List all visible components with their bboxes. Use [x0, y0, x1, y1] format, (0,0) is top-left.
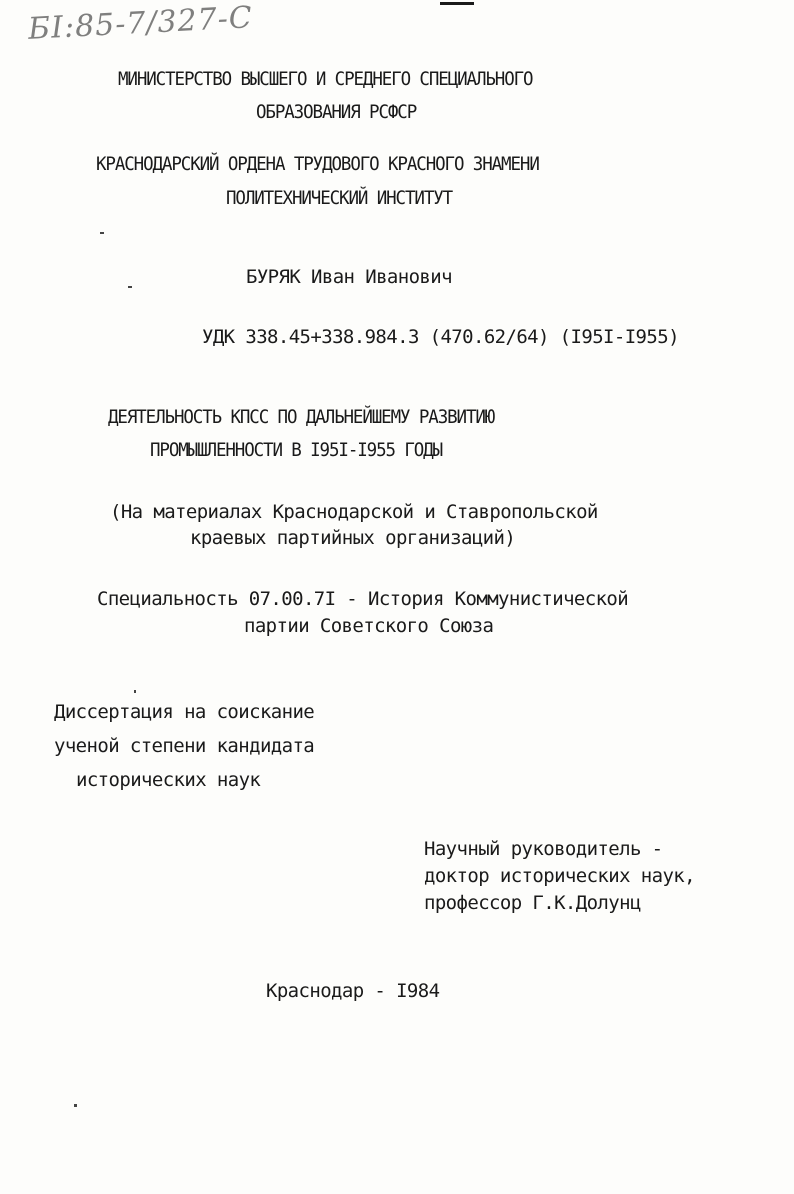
speck [100, 232, 104, 234]
specialty-line-1: Специальность 07.00.7I - История Коммунистической [97, 588, 629, 610]
place-and-year: Краснодар - I984 [266, 980, 440, 1002]
speck [74, 1104, 77, 1107]
title-line-2: ПРОМЫШЛЕННОСТИ В I95I-I955 ГОДЫ [150, 439, 443, 461]
supervisor-line-1: Научный руководитель - [424, 838, 663, 860]
udc-code: УДК 338.45+338.984.3 (470.62/64) (I95I-I955) [202, 326, 679, 348]
supervisor-line-3: профессор Г.К.Долунц [424, 892, 641, 914]
institute-line-2: ПОЛИТЕХНИЧЕСКИЙ ИНСТИТУТ [226, 187, 453, 209]
supervisor-line-2: доктор исторических наук, [424, 865, 695, 887]
speck [134, 690, 136, 693]
ministry-line-2: ОБРАЗОВАНИЯ РСФСР [256, 101, 417, 123]
subtitle-line-1: (На материалах Краснодарской и Ставропольской [110, 501, 598, 523]
degree-line-1: Диссертация на соискание [54, 701, 315, 723]
institute-line-1: КРАСНОДАРСКИЙ ОРДЕНА ТРУДОВОГО КРАСНОГО ЗНАМЕНИ [96, 153, 539, 175]
author-name: БУРЯК Иван Иванович [246, 266, 452, 288]
title-line-1: ДЕЯТЕЛЬНОСТЬ КПСС ПО ДАЛЬНЕЙШЕМУ РАЗВИТИЮ [108, 406, 495, 428]
degree-line-3: исторических наук [76, 769, 261, 791]
subtitle-line-2: краевых партийных организаций) [190, 527, 516, 549]
top-mark [440, 2, 474, 5]
specialty-line-2: партии Советского Союза [244, 615, 494, 637]
degree-line-2: ученой степени кандидата [54, 735, 315, 757]
speck [128, 286, 132, 288]
ministry-line-1: МИНИСТЕРСТВО ВЫСШЕГО И СРЕДНЕГО СПЕЦИАЛЬНОГО [118, 68, 533, 90]
handwritten-catalog-code: БІ:85-7/327-С [27, 0, 254, 47]
